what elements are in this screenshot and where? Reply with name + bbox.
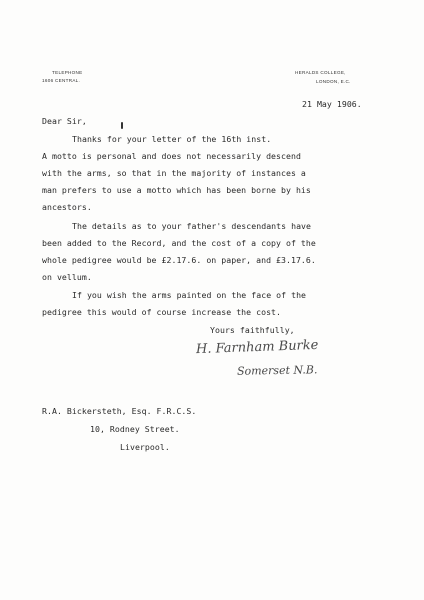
telephone-number: 1606 CENTRAL.: [42, 78, 81, 83]
signature: H. Farnham Burke: [195, 337, 319, 358]
body-line-10: If you wish the arms painted on the face of the: [72, 290, 307, 300]
body-line-11: pedigree this would of course increase the cost.: [42, 307, 282, 317]
body-line-7: been added to the Record, and the cost of a copy of the: [42, 238, 316, 248]
letter-date: 21 May 1906.: [302, 99, 362, 109]
recipient-street: 10, Rodney Street.: [90, 424, 180, 434]
signature-title: Somerset N.B.: [236, 363, 318, 378]
body-line-8: whole pedigree would be £2.17.6. on paper, and £3.17.6.: [42, 255, 316, 265]
body-line-2: A motto is personal and does not necessarily descend: [42, 151, 301, 161]
body-line-1: Thanks for your letter of the 16th inst.: [72, 134, 272, 144]
salutation: Dear Sir,: [42, 116, 87, 126]
closing: Yours faithfully,: [210, 325, 295, 335]
body-line-4: man prefers to use a motto which has been borne by his: [42, 185, 311, 195]
body-line-6: The details as to your father's descendants have: [72, 221, 312, 231]
college-city: LONDON, E.C.: [316, 79, 351, 84]
body-line-5: ancestors.: [42, 202, 92, 212]
recipient-city: Liverpool.: [120, 442, 170, 452]
college-name: HERALDS COLLEGE,: [295, 70, 346, 75]
body-line-9: on vellum.: [42, 272, 92, 282]
recipient-name: R.A. Bickersteth, Esq. F.R.C.S.: [42, 406, 197, 416]
telephone-label: TELEPHONE: [52, 70, 83, 75]
body-line-3: with the arms, so that in the majority of instances a: [42, 168, 306, 178]
ink-mark: [121, 122, 123, 129]
